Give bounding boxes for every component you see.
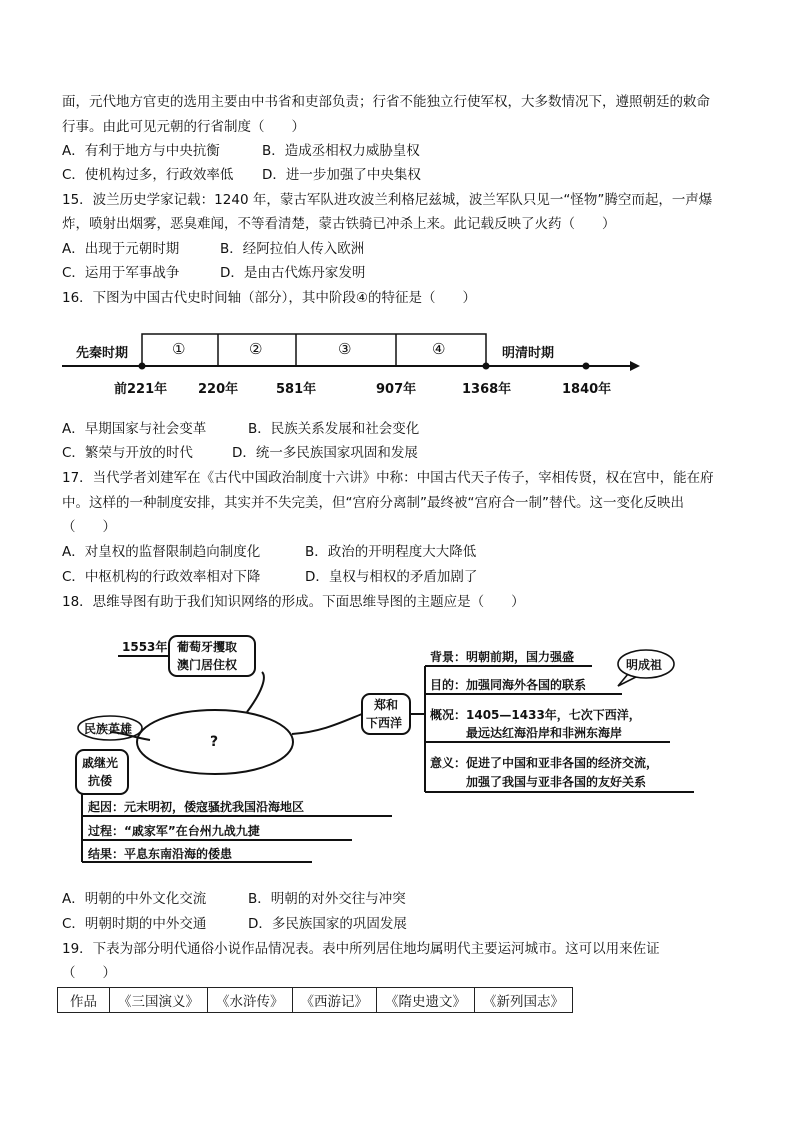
q15-option-b[interactable]: B．经阿拉伯人传入欧洲 [220, 241, 365, 257]
q17-option-c[interactable]: C．中枢机构的行政效率相对下降 [62, 569, 261, 585]
q16-option-d[interactable]: D．统一多民族国家巩固和发展 [232, 445, 418, 461]
timeline-date-3: 581年 [276, 382, 317, 397]
q16-option-a[interactable]: A．早期国家与社会变革 [62, 421, 207, 437]
mindmap-meaning-line1: 意义：促进了中国和亚非各国的经济交流， [430, 756, 659, 770]
timeline-dot [483, 363, 490, 370]
mindmap-figure [62, 622, 702, 867]
timeline-stage-4: ④ [432, 340, 446, 358]
q14-stem-line1: 面，元代地方官吏的选用主要由中书省和吏部负责；行省不能独立行使军权，大多数情况下，遵照朝廷的敕命 [62, 94, 710, 110]
q14-option-a[interactable]: A．有利于地方与中央抗衡 [62, 143, 220, 159]
q18-option-d[interactable]: D．多民族国家的巩固发展 [248, 916, 407, 932]
mindmap-process: 过程：“戚家军”在台州九战九捷 [88, 824, 260, 838]
q15-stem-line1: 15．波兰历史学家记载：1240 年，蒙古军队进攻波兰利格尼兹城，波兰军队只见一“怪物”腾空而起，一声爆 [62, 192, 713, 208]
q15-option-a[interactable]: A．出现于元朝时期 [62, 241, 180, 257]
q16-stem: 16．下图为中国古代史时间轴（部分），其中阶段④的特征是（ ） [62, 290, 477, 306]
timeline-date-1: 前221年 [114, 382, 168, 397]
mindmap-zhenghe-line2: 下西洋 [366, 716, 403, 730]
mindmap-hero-label: 民族英雄 [84, 722, 133, 736]
table-header-cell: 作品 [58, 988, 110, 1013]
q16-option-b[interactable]: B．民族关系发展和社会变化 [248, 421, 420, 437]
mindmap-portugal-line1: 葡萄牙攫取 [177, 640, 238, 654]
table-cell: 《隋史遗文》 [377, 988, 475, 1013]
mindmap-cause: 起因：元末明初，倭寇骚扰我国沿海地区 [88, 800, 305, 814]
mindmap-result: 结果：平息东南沿海的倭患 [88, 847, 233, 861]
q17-stem-line2: 中。这样的一种制度安排，其实并不失完美，但“宫府分离制”最终被“宫府合一制”替代。这一变化反映出 [62, 495, 684, 511]
mindmap-connector [292, 714, 362, 734]
q18-option-a[interactable]: A．明朝的中外文化交流 [62, 891, 207, 907]
mindmap-qi-line2: 抗倭 [88, 774, 113, 788]
q17-option-d[interactable]: D．皇权与相权的矛盾加剧了 [305, 569, 478, 585]
mindmap-connector [247, 672, 264, 712]
table-cell: 《三国演义》 [110, 988, 208, 1013]
mindmap-center-label: ? [210, 734, 219, 750]
q14-option-d[interactable]: D．进一步加强了中央集权 [262, 167, 421, 183]
q17-stem-line1: 17．当代学者刘建军在《古代中国政治制度十六讲》中称：中国古代天子传子，宰相传贤，权在宫中，能在府 [62, 470, 714, 486]
timeline-dot [139, 363, 146, 370]
mindmap-portugal-line2: 澳门居住权 [177, 658, 238, 672]
timeline-stage-2: ② [249, 340, 263, 358]
mindmap-meaning-line2: 加强了我国与亚非各国的友好关系 [466, 775, 647, 789]
timeline-end-label: 明清时期 [502, 346, 555, 361]
table-cell: 《西游记》 [292, 988, 377, 1013]
q14-stem-line2: 行事。由此可见元朝的行省制度（ ） [62, 119, 305, 135]
mindmap-background: 背景：明朝前期，国力强盛 [430, 650, 575, 664]
q15-stem-line2: 炸，喷射出烟雾，恶臭难闻，不等看清楚，蒙古铁骑已冲杀上来。此记载反映了火药（ ） [62, 216, 616, 232]
timeline-arrow-icon [630, 361, 640, 371]
table-row [58, 988, 573, 1013]
q18-option-c[interactable]: C．明朝时期的中外交通 [62, 916, 207, 932]
q14-option-c[interactable]: C．使机构过多，行政效率低 [62, 167, 234, 183]
mindmap-emperor-label: 明成祖 [626, 658, 663, 672]
mindmap-overview-line1: 概况：1405—1433年，七次下西洋， [430, 708, 641, 722]
timeline-date-5: 1368年 [462, 382, 512, 397]
timeline-dot [583, 363, 590, 370]
table-cell: 《新列国志》 [475, 988, 573, 1013]
mindmap-goal: 目的：加强同海外各国的联系 [430, 678, 587, 692]
q15-option-d[interactable]: D．是由古代炼丹家发明 [220, 265, 366, 281]
q19-stem-line2: （ ） [62, 965, 116, 981]
timeline-date-2: 220年 [198, 382, 239, 397]
timeline-date-4: 907年 [376, 382, 417, 397]
table-cell: 《水浒传》 [208, 988, 293, 1013]
q17-stem-line3: （ ） [62, 519, 116, 535]
timeline-start-label: 先秦时期 [76, 346, 129, 361]
mindmap-portugal-year: 1553年 [122, 640, 168, 654]
timeline-date-6: 1840年 [562, 382, 612, 397]
q18-option-b[interactable]: B．明朝的对外交往与冲突 [248, 891, 406, 907]
timeline-stage-1: ① [172, 340, 186, 358]
q16-option-c[interactable]: C．繁荣与开放的时代 [62, 445, 193, 461]
novels-table [57, 987, 573, 1013]
q17-option-b[interactable]: B．政治的开明程度大大降低 [305, 544, 477, 560]
timeline-figure [62, 318, 642, 406]
mindmap-overview-line2: 最远达红海沿岸和非洲东海岸 [466, 726, 623, 740]
q18-stem: 18．思维导图有助于我们知识网络的形成。下面思维导图的主题应是（ ） [62, 594, 525, 610]
q17-option-a[interactable]: A．对皇权的监督限制趋向制度化 [62, 544, 261, 560]
q15-option-c[interactable]: C．运用于军事战争 [62, 265, 180, 281]
q19-stem-line1: 19．下表为部分明代通俗小说作品情况表。表中所列居住地均属明代主要运河城市。这可以用来佐证 [62, 941, 660, 957]
timeline-stage-3: ③ [338, 340, 352, 358]
mindmap-zhenghe-line1: 郑和 [374, 698, 399, 712]
mindmap-qi-line1: 戚继光 [82, 756, 119, 770]
q14-option-b[interactable]: B．造成丞相权力威胁皇权 [262, 143, 420, 159]
